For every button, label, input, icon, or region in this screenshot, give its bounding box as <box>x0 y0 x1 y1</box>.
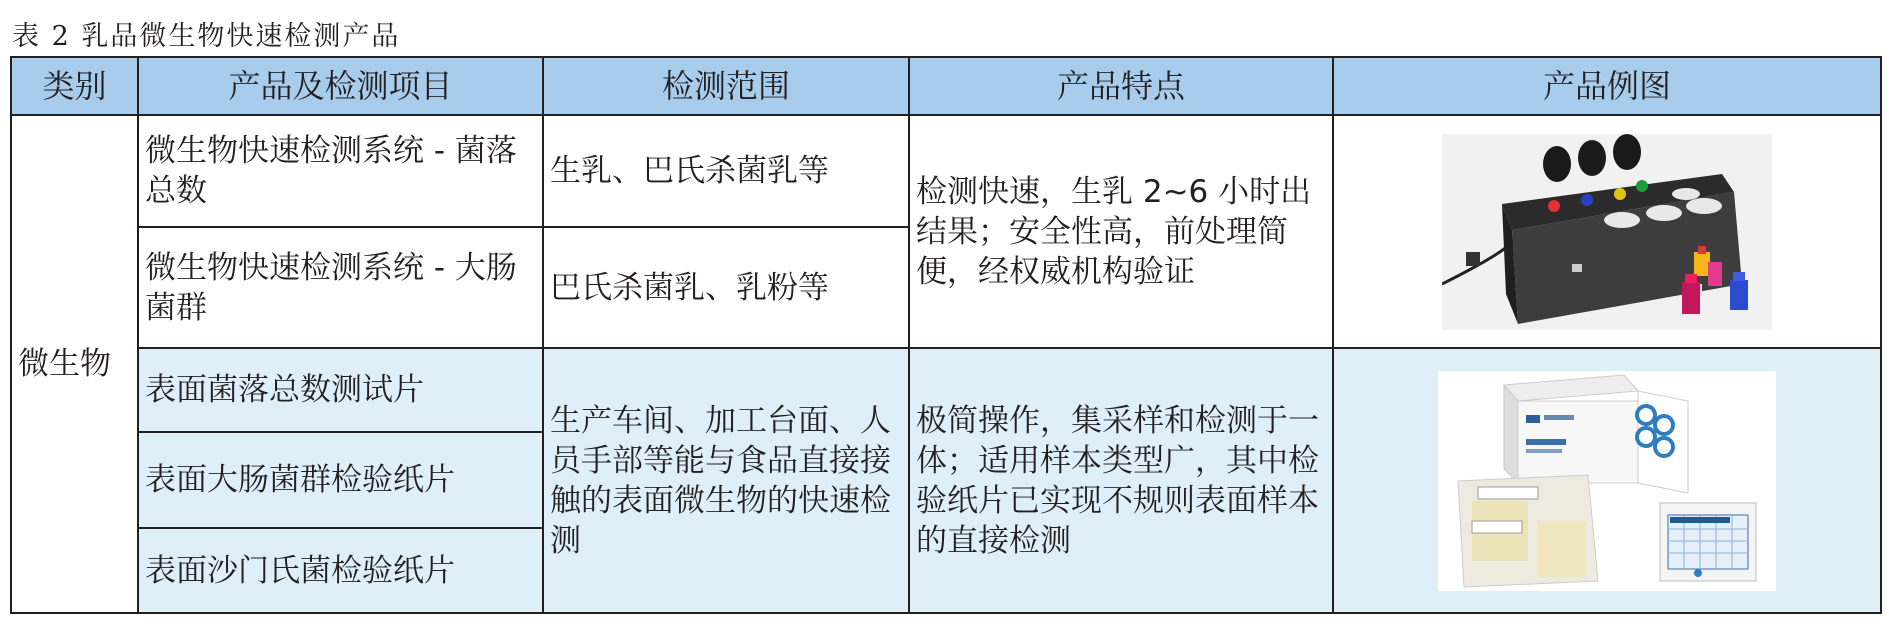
category-cell: 微生物 <box>11 115 138 613</box>
product-item: 微生物快速检测系统 - 大肠菌群 <box>138 227 543 348</box>
scope-cell: 生产车间、加工台面、人员手部等能与食品直接接触的表面微生物的快速检测 <box>543 348 909 613</box>
scope-cell: 巴氏杀菌乳、乳粉等 <box>543 227 909 348</box>
product-image-cell <box>1333 115 1881 348</box>
product-table <box>10 56 1882 614</box>
table-caption: 表 2 乳品微生物快速检测产品 <box>12 21 401 52</box>
product-item: 微生物快速检测系统 - 菌落总数 <box>138 115 543 227</box>
header-category: 类别 <box>11 57 138 115</box>
product-item: 表面菌落总数测试片 <box>138 348 543 432</box>
header-product: 产品及检测项目 <box>138 57 543 115</box>
scope-cell: 生乳、巴氏杀菌乳等 <box>543 115 909 227</box>
features-cell: 极简操作，集采样和检测于一体；适用样本类型广，其中检验纸片已实现不规则表面样本的直接检测 <box>909 348 1333 613</box>
table-row <box>11 115 1881 227</box>
header-features: 产品特点 <box>909 57 1333 115</box>
table-row <box>11 348 1881 432</box>
product-item: 表面沙门氏菌检验纸片 <box>138 528 543 613</box>
product-item: 表面大肠菌群检验纸片 <box>138 432 543 528</box>
header-scope: 检测范围 <box>543 57 909 115</box>
product-image-cell <box>1333 348 1881 613</box>
features-cell: 检测快速，生乳 2~6 小时出结果；安全性高，前处理简便，经权威机构验证 <box>909 115 1333 348</box>
test-strips-image <box>1438 371 1776 591</box>
table-header-row <box>11 57 1881 115</box>
header-image: 产品例图 <box>1333 57 1881 115</box>
detection-system-image <box>1442 134 1772 330</box>
